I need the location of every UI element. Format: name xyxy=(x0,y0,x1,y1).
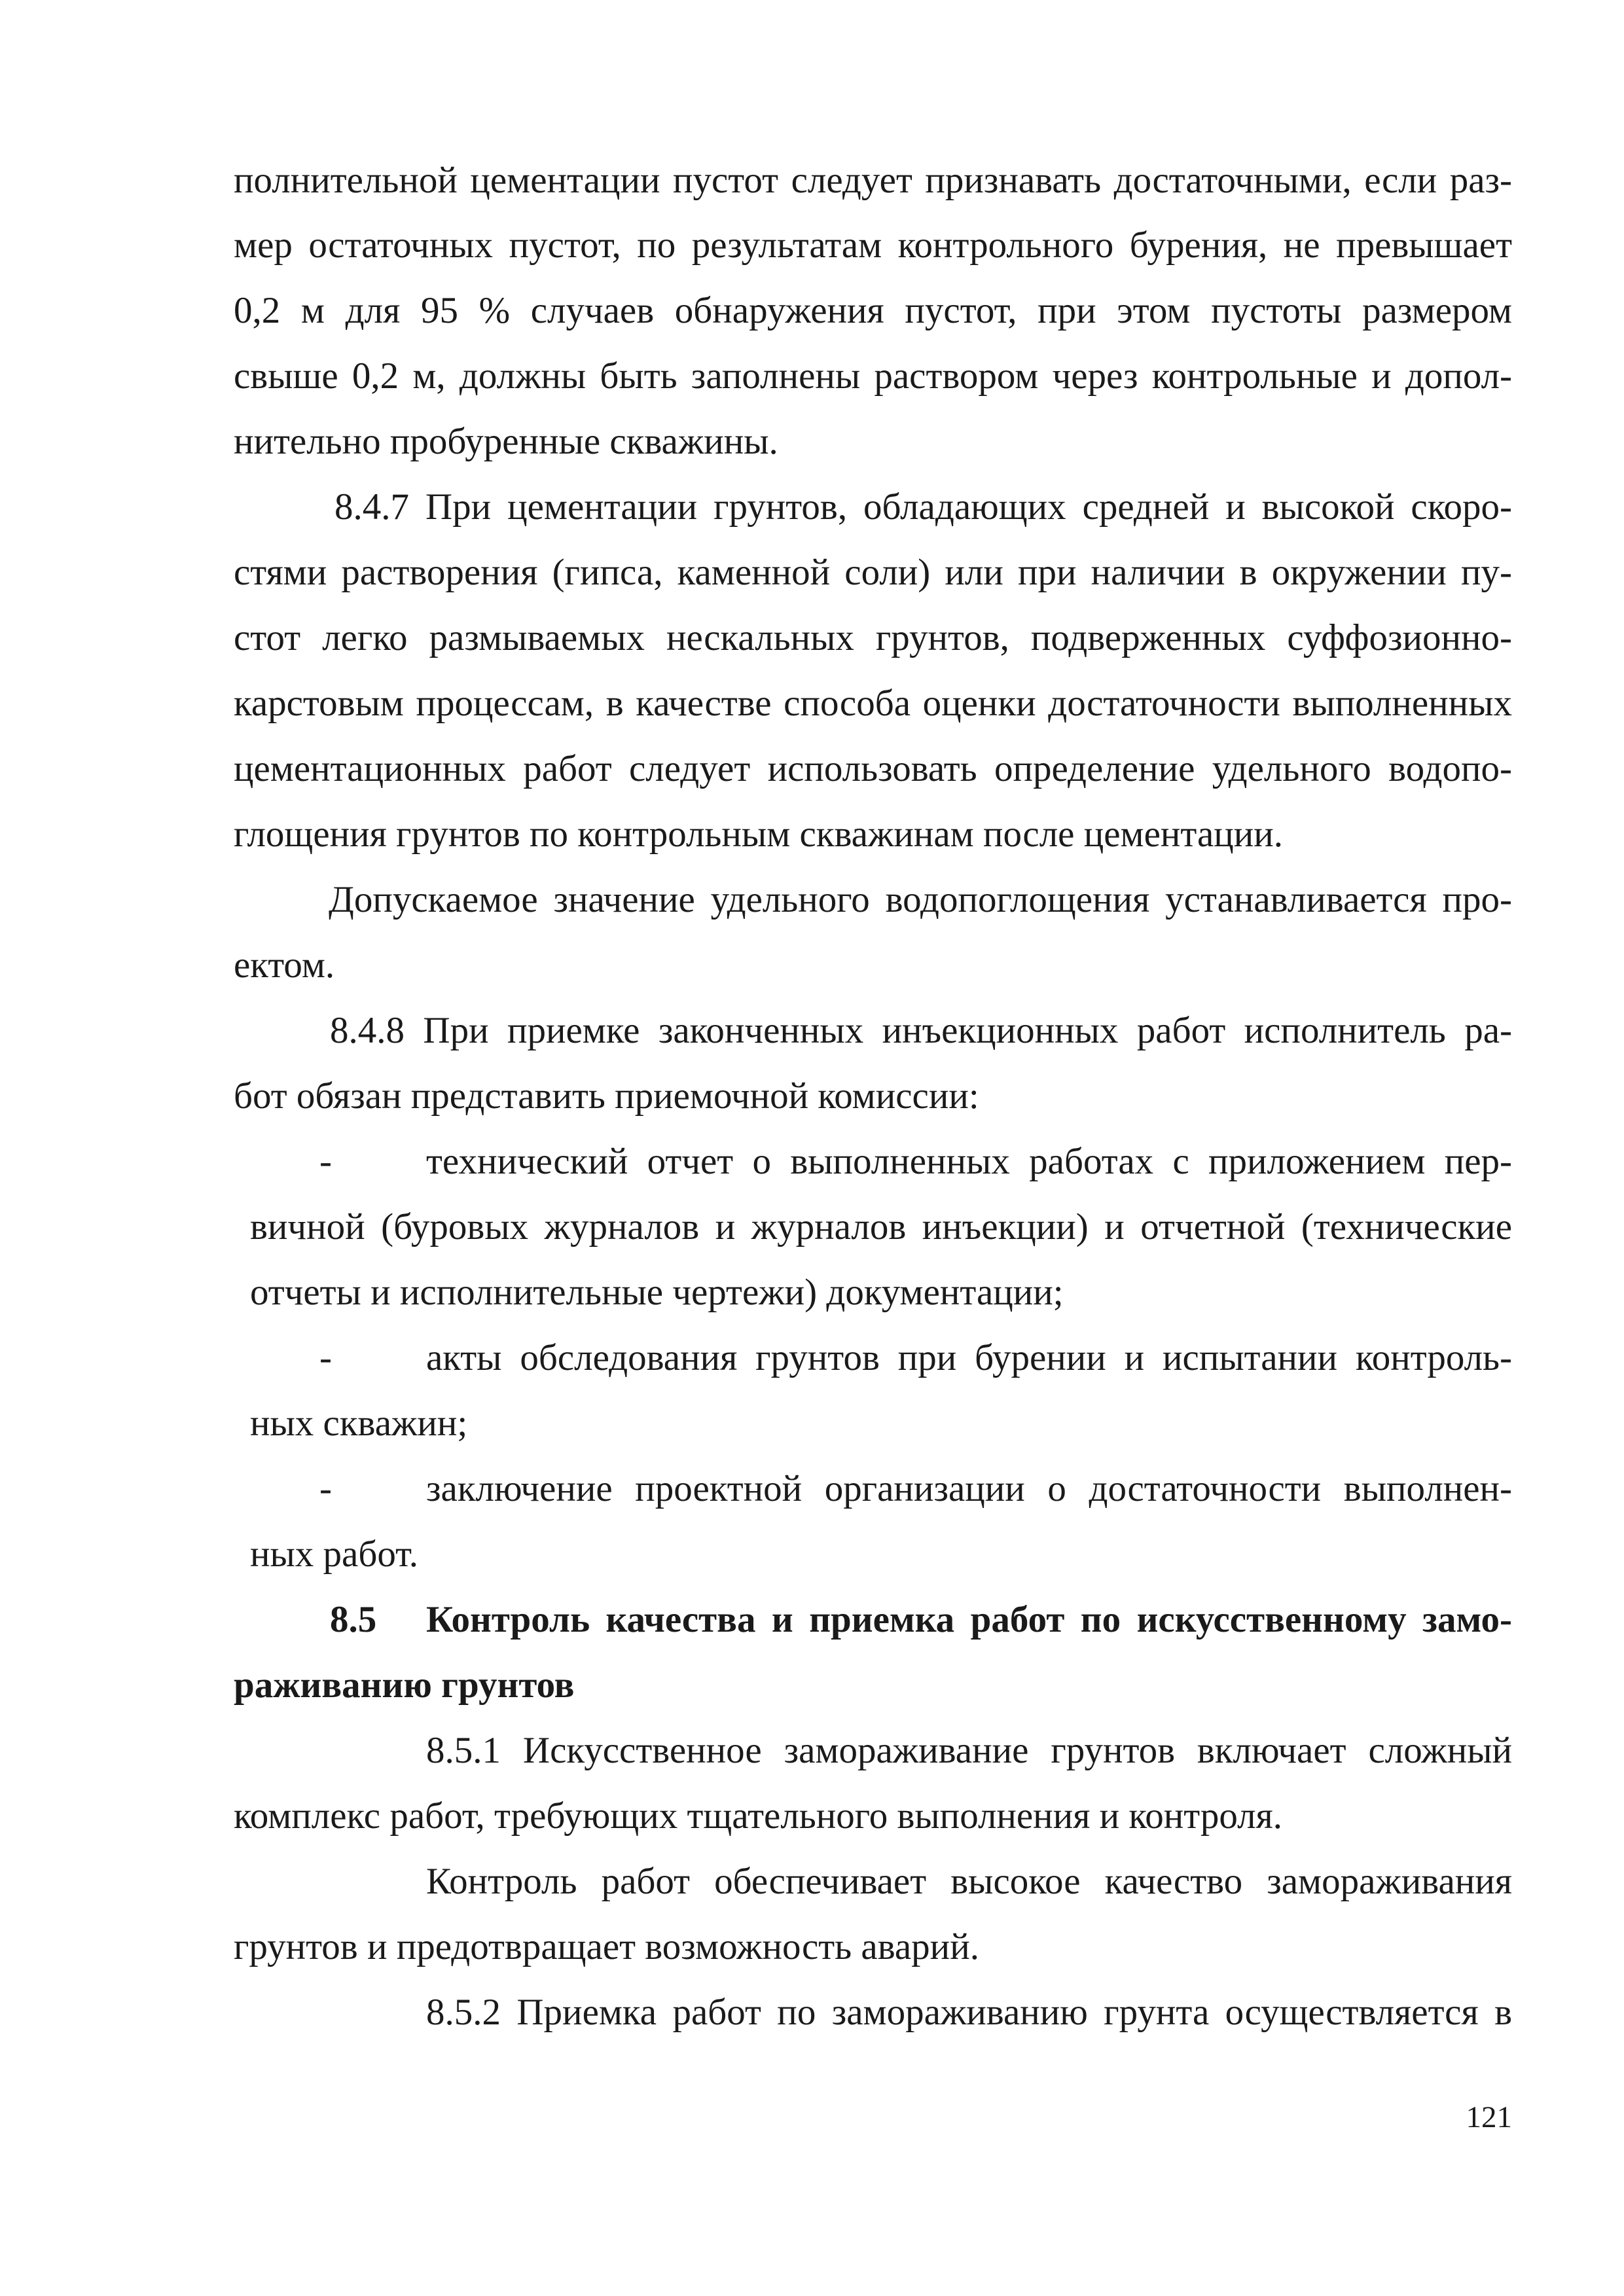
section-heading: Контроль качества и приемка работ по искусственному замо- xyxy=(426,1599,1512,1640)
paragraph-line: карстовым процессам, в качестве способа оценки достаточности выполненных xyxy=(234,683,1512,724)
list-item-line: заключение проектной организации о достаточности выполнен- xyxy=(426,1468,1512,1509)
paragraph-line: глощения грунтов по контрольным скважинам после цементации. xyxy=(234,814,1284,855)
paragraph-line: Контроль работ обеспечивает высокое качество замораживания xyxy=(426,1861,1512,1902)
paragraph-line: 8.5.1 Искусственное замораживание грунтов включает сложный xyxy=(426,1730,1512,1771)
paragraph-line: свыше 0,2 м, должны быть заполнены раствором через контрольные и допол- xyxy=(234,355,1512,397)
paragraph-line: стот легко размываемых нескальных грунтов, подверженных суффозионно- xyxy=(234,617,1512,658)
paragraph-line: ектом. xyxy=(234,944,335,986)
section-number: 8.5 xyxy=(330,1599,377,1640)
paragraph-line: 8.4.8 При приемке законченных инъекционных работ исполнитель ра- xyxy=(330,1010,1512,1051)
paragraph-line: 8.4.7 При цементации грунтов, обладающих средней и высокой скоро- xyxy=(334,486,1512,528)
list-item-line: ных скважин; xyxy=(250,1403,468,1444)
paragraph-line: 0,2 м для 95 % случаев обнаружения пустот, при этом пустоты размером xyxy=(234,290,1512,331)
paragraph-line: полнительной цементации пустот следует признавать достаточными, если раз- xyxy=(234,160,1512,201)
paragraph-line: цементационных работ следует использовать определение удельного водопо- xyxy=(234,748,1512,789)
paragraph-line: грунтов и предотвращает возможность аварий. xyxy=(234,1926,979,1967)
section-heading: раживанию грунтов xyxy=(234,1664,575,1706)
page-number: 121 xyxy=(1466,2100,1512,2134)
list-item-line: технический отчет о выполненных работах с приложением пер- xyxy=(426,1141,1512,1182)
paragraph-line: комплекс работ, требующих тщательного выполнения и контроля. xyxy=(234,1795,1282,1837)
paragraph-line: стями растворения (гипса, каменной соли) или при наличии в окружении пу- xyxy=(234,552,1512,593)
list-bullet: - xyxy=(319,1337,332,1378)
paragraph-line: Допускаемое значение удельного водопоглощения устанавливается про- xyxy=(329,879,1512,920)
list-bullet: - xyxy=(319,1141,332,1182)
paragraph-line: мер остаточных пустот, по результатам контрольного бурения, не превышает xyxy=(234,224,1512,266)
list-item-line: ных работ. xyxy=(250,1534,418,1575)
list-item-line: отчеты и исполнительные чертежи) документации; xyxy=(250,1272,1064,1313)
paragraph-line: бот обязан представить приемочной комиссии: xyxy=(234,1075,979,1117)
list-item-line: акты обследования грунтов при бурении и испытании контроль- xyxy=(426,1337,1512,1378)
list-bullet: - xyxy=(319,1468,332,1509)
paragraph-line: нительно пробуренные скважины. xyxy=(234,421,778,462)
list-item-line: вичной (буровых журналов и журналов инъекции) и отчетной (технические xyxy=(250,1206,1512,1247)
paragraph-line: 8.5.2 Приемка работ по замораживанию грунта осуществляется в xyxy=(426,1992,1512,2033)
